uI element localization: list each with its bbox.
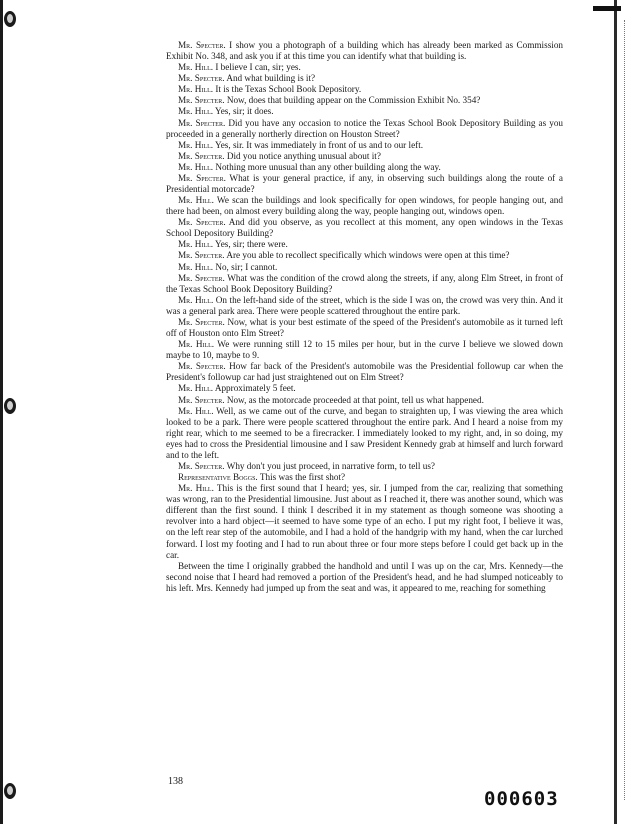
- speaker-name: Mr. Hill.: [178, 383, 214, 394]
- speech-text: Why don't you just proceed, in narrative form, to tell us?: [226, 460, 435, 471]
- speaker-name: Mr. Hill.: [178, 106, 214, 117]
- speech-text: Are you able to recollect specifically which windows were open at this time?: [226, 250, 510, 261]
- speech-text: Now, as the motorcade proceeded at that point, tell us what happened.: [226, 394, 484, 405]
- speech-text: Now, does that building appear on the Commission Exhibit No. 354?: [226, 95, 481, 106]
- transcript-paragraph: [166, 317, 563, 339]
- scan-edge-dots: [624, 20, 626, 800]
- transcript-paragraph: [166, 273, 563, 295]
- transcript-paragraph: [166, 461, 563, 472]
- transcript-paragraph: [166, 106, 563, 117]
- scan-edge-left: [0, 0, 3, 824]
- speech-text: On the left-hand side of the street, which is the side I was on, the crowd was very thin. And it was a general park area. There were people scattered throughout the entire park.: [166, 294, 564, 316]
- transcript-paragraph: [166, 483, 563, 561]
- speaker-name: Mr. Specter.: [178, 117, 226, 128]
- speaker-name: Mr. Specter.: [178, 150, 225, 161]
- document-number: 000603: [484, 788, 559, 810]
- transcript-paragraph: [166, 383, 563, 394]
- speech-text: How far back of the President's automobile was the Presidential followup car when the President's followup car had just straightened out on Elm Street?: [166, 361, 563, 383]
- binder-hole-middle: [4, 398, 16, 414]
- speaker-name: Mr. Hill.: [178, 239, 214, 250]
- speaker-name: Mr. Hill.: [178, 62, 214, 73]
- speaker-name: Mr. Specter.: [178, 394, 225, 405]
- speaker-name: Mr. Specter.: [178, 73, 225, 84]
- speaker-name: Mr. Hill.: [178, 84, 214, 95]
- speaker-name: Mr. Specter.: [178, 217, 226, 228]
- transcript-paragraph: [166, 118, 563, 140]
- speech-text: Between the time I originally grabbed the handhold and until I was up on the car, Mrs. Kennedy—the second noise that I heard had removed a portion of the President's head, and he had slumped noticeably to his left. Mrs. Kennedy had jumped up from the seat and was, it appeared to me, reaching for something: [166, 560, 563, 593]
- testimony-transcript: [166, 40, 563, 594]
- speech-text: Approximately 5 feet.: [214, 383, 296, 394]
- transcript-paragraph: [166, 140, 563, 151]
- speech-text: We were running still 12 to 15 miles per hour, but in the curve I believe we slowed down maybe to 10, maybe to 9.: [166, 339, 563, 361]
- transcript-paragraph: [166, 262, 563, 273]
- binder-hole-bottom: [4, 783, 16, 799]
- speech-text: This is the first sound that I heard; yes, sir. I jumped from the car, realizing that something was wrong, ran to the Presidential limousine. Just about as I reached it, there was another sound, which was different than the first sound. I think I described it in my statement as though someone was shooting a revolver into a hard object—it seemed to have some type of an echo. I put my right foot, I believe it was, on the left rear step of the automobile, and I had a hold of the handgrip with my hand, when the car lurched forward. I lost my footing and I had to run about three or four more steps before I could get back up in the car.: [166, 483, 563, 560]
- speech-text: Well, as we came out of the curve, and began to straighten up, I was viewing the area which looked to be a park. There were people scattered throughout the entire park. And I heard a noise from my right rear, which to me seemed to be a firecracker. I immediately looked to my right, and, in so doing, my eyes had to cross the Presidential limousine and I saw President Kennedy grab at himself and lurch forward and to the left.: [166, 405, 563, 460]
- speech-text: Did you notice anything unusual about it?: [226, 150, 381, 161]
- speaker-name: Mr. Specter.: [178, 460, 225, 471]
- speaker-name: Mr. Hill.: [178, 405, 214, 416]
- speech-text: Nothing more unusual than any other building along the way.: [215, 161, 441, 172]
- transcript-paragraph: [166, 250, 563, 261]
- speaker-name: Mr. Specter.: [178, 95, 225, 106]
- transcript-paragraph: [166, 472, 563, 483]
- speech-text: What was the condition of the crowd along the streets, if any, along Elm Street, in front of the Texas School Book Depository Building?: [166, 272, 564, 294]
- transcript-paragraph: [166, 295, 563, 317]
- binder-hole-top: [4, 11, 16, 27]
- corner-mark: [593, 6, 621, 11]
- speech-text: No, sir; I cannot.: [215, 261, 278, 272]
- transcript-paragraph: [166, 62, 563, 73]
- speaker-name: Mr. Specter.: [178, 272, 225, 283]
- speech-text: Yes, sir. It was immediately in front of us and to our left.: [215, 139, 424, 150]
- transcript-paragraph: [166, 151, 563, 162]
- speech-text: This was the first shot?: [259, 472, 346, 483]
- transcript-paragraph: [166, 339, 563, 361]
- speech-text: Yes, sir; there were.: [215, 239, 288, 250]
- speech-text: Did you have any occasion to notice the Texas School Book Depository Building as you proceeded in a generally northerly direction on Houston Street?: [166, 117, 564, 139]
- transcript-paragraph: [166, 162, 563, 173]
- speech-text: And did you observe, as you recollect at this moment, any open windows in the Texas School Depository Building?: [166, 217, 563, 239]
- speech-text: I show you a photograph of a building which has already been marked as Commission Exhibit No. 348, and ask you if at this time you can identify what that building is.: [166, 40, 564, 62]
- speaker-name: Mr. Hill.: [178, 161, 214, 172]
- speech-text: I believe I can, sir; yes.: [215, 62, 301, 73]
- speech-text: It is the Texas School Book Depository.: [215, 84, 362, 95]
- speaker-name: Mr. Hill.: [178, 261, 214, 272]
- speaker-name: Mr. Specter.: [178, 361, 226, 372]
- speaker-name: Mr. Specter.: [178, 40, 226, 50]
- transcript-paragraph: [166, 561, 563, 594]
- scan-edge-right: [614, 0, 617, 824]
- speaker-name: Mr. Hill.: [178, 195, 214, 206]
- transcript-paragraph: [166, 406, 563, 461]
- speech-text: And what building is it?: [226, 73, 316, 84]
- speaker-name: Representative Boggs.: [178, 472, 258, 483]
- speaker-name: Mr. Hill.: [178, 294, 214, 305]
- transcript-paragraph: [166, 40, 563, 62]
- transcript-paragraph: [166, 95, 563, 106]
- speaker-name: Mr. Hill.: [178, 339, 215, 350]
- transcript-paragraph: [166, 217, 563, 239]
- transcript-paragraph: [166, 195, 563, 217]
- transcript-paragraph: [166, 173, 563, 195]
- speaker-name: Mr. Hill.: [178, 483, 214, 494]
- speech-text: Yes, sir; it does.: [215, 106, 274, 117]
- transcript-paragraph: [166, 361, 563, 383]
- speaker-name: Mr. Specter.: [178, 316, 225, 327]
- speaker-name: Mr. Hill.: [178, 139, 214, 150]
- transcript-paragraph: [166, 84, 563, 95]
- speech-text: We scan the buildings and look specifically for open windows, for people hanging out, and there had been, on almost every building along the way, people hanging out, windows open.: [166, 195, 563, 217]
- transcript-paragraph: [166, 395, 563, 406]
- transcript-paragraph: [166, 239, 563, 250]
- speaker-name: Mr. Specter.: [178, 172, 226, 183]
- page-number: 138: [168, 776, 183, 787]
- transcript-paragraph: [166, 73, 563, 84]
- speech-text: What is your general practice, if any, in observing such buildings along the route of a Presidential motorcade?: [166, 172, 563, 195]
- speech-text: Now, what is your best estimate of the speed of the President's automobile as it turned left off of Houston onto Elm Street?: [166, 316, 563, 339]
- speaker-name: Mr. Specter.: [178, 250, 225, 261]
